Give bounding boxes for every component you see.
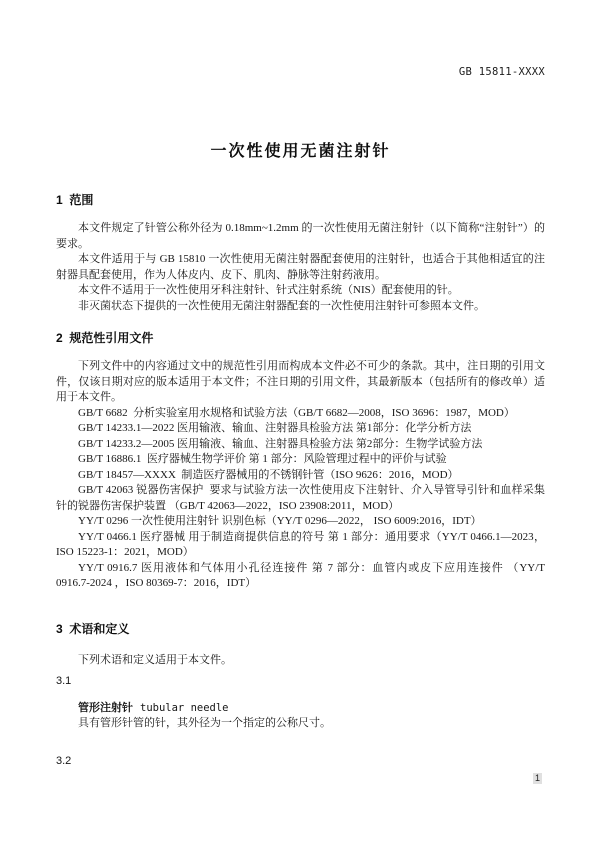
reference-item: GB/T 14233.1—2022 医用输液、输血、注射器具检验方法 第1部分：化学分析方法	[78, 422, 472, 434]
term-definition: 具有管形针管的针，其外径为一个指定的公称尺寸。	[78, 717, 331, 729]
reference-item: GB/T 18457—XXXX 制造医疗器械用的不锈钢针管（ISO 9626：2016，MOD）	[78, 468, 459, 481]
section-terms-heading: 3 术语和定义	[56, 621, 130, 636]
scope-paragraph: 本文件适用于与 GB 15810 一次性使用无菌注射器配套使用的注射针，也适合于其他相适宜的注射器具配套使用，作为人体皮内、皮下、肌肉、静脉等注射药液用。	[56, 253, 545, 281]
section-references-body	[56, 359, 548, 592]
term-number-3-1: 3.1	[56, 675, 72, 687]
page-number: 1	[535, 773, 541, 783]
doc-number: GB 15811-XXXX	[458, 66, 545, 78]
references-intro: 下列文件中的内容通过文中的规范性引用而构成本文件必不可少的条款。其中，注日期的引用文件，仅该日期对应的版本适用于本文件；不注日期的引用文件，其最新版本（包括所有的修改单）适用于本文件。	[56, 360, 545, 403]
term-number-3-2: 3.2	[56, 754, 72, 767]
terms-intro: 下列术语和定义适用于本文件。	[78, 653, 232, 666]
reference-item: GB/T 6682 分析实验室用水规格和试验方法（GB/T 6682—2008，ISO 3696：1987，MOD）	[78, 406, 515, 419]
scope-paragraph: 本文件规定了针管公称外径为 0.18mm~1.2mm 的一次性使用无菌注射针（以下简称“注射针”）的要求。	[56, 222, 545, 250]
term-title	[56, 701, 545, 717]
reference-item: YY/T 0916.7 医用液体和气体用小孔径连接件 第 7 部分：血管内或皮下应用连接件 （YY/T 0916.7-2024 ，ISO 80369-7：2016，IDT）	[56, 561, 548, 589]
section-scope-heading: 1 范围	[56, 193, 94, 207]
reference-item: YY/T 0466.1 医疗器械 用于制造商提供信息的符号 第 1 部分：通用要求（YY/T 0466.1—2023，ISO 15223-1：2021，MOD）	[56, 530, 545, 558]
reference-item: GB/T 42063 锐器伤害保护 要求与试验方法一次性使用皮下注射针、介入导管导引针和血样采集针的锐器伤害保护装置 （GB/T 42063—2022，ISO 23908:2011，MOD）	[56, 484, 545, 512]
term-name-en: tubular needle	[140, 701, 229, 714]
term-name-zh: 管形注射针	[78, 701, 133, 714]
section-scope-body	[56, 221, 545, 314]
scope-paragraph: 非灭菌状态下提供的一次性使用无菌注射器配套的一次性使用注射针可参照本文件。	[78, 299, 485, 312]
reference-item: GB/T 16886.1 医疗器械生物学评价 第 1 部分：风险管理过程中的评价与试验	[78, 453, 447, 465]
page-title: 一次性使用无菌注射针	[210, 143, 391, 160]
section-references-heading: 2 规范性引用文件	[56, 331, 154, 345]
scope-paragraph: 本文件不适用于一次性使用牙科注射针、针式注射系统（NIS）配套使用的针。	[78, 284, 459, 296]
section-terms-body	[56, 653, 545, 770]
reference-item: GB/T 14233.2—2005 医用输液、输血、注射器具检验方法 第2部分：生物学试验方法	[78, 437, 483, 450]
reference-item: YY/T 0296 一次性使用注射针 识别色标（YY/T 0296—2022， ISO 6009:2016，IDT）	[78, 515, 482, 527]
page-header	[56, 0, 545, 79]
